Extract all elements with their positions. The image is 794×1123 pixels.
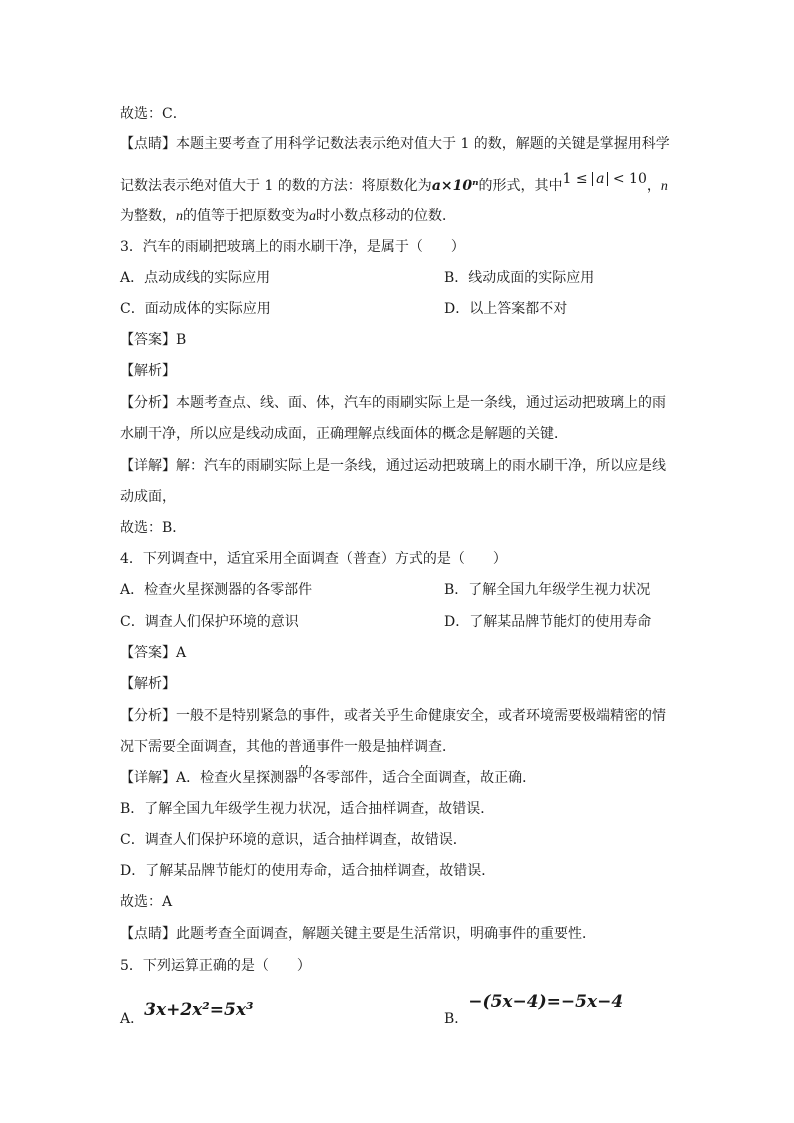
q5-option-a-expression: 3x+2x²=5x³ [144, 1000, 254, 1020]
q3-fenxi-2: 水刷干净，所以应是线动成面，正确理解点线面体的概念是解题的关键． [120, 426, 568, 442]
question-5: 5．下列运算正确的是（ ） [120, 958, 311, 974]
q4-xiangjie-d: D．了解某品牌节能灯的使用寿命，适合抽样调查，故错误． [120, 863, 496, 879]
note-line-3: 为整数，n的值等于把原数变为a时小数点移动的位数． [120, 208, 456, 224]
q5-option-a: A．3x+2x²=5x³ [120, 1000, 254, 1027]
conclusion-c: 故选：C． [120, 106, 187, 122]
q3-analysis-heading: 【解析】 [120, 363, 176, 379]
q3-answer: 【答案】B [120, 332, 187, 348]
q4-fenxi-1: 【分析】一般不是特别紧急的事件，或者关乎生命健康安全，或者环境需要极端精密的情 [120, 708, 666, 724]
q3-option-b: B．线动成面的实际应用 [444, 270, 595, 286]
q4-option-a: A．检查火星探测器的各零部件 [120, 582, 313, 598]
q4-conclusion: 故选：A [120, 894, 173, 910]
q4-option-c: C．调查人们保护环境的意识 [120, 614, 299, 630]
q4-answer: 【答案】A [120, 645, 187, 661]
q5-option-b-expression: −(5x−4)=−5x−4 [468, 992, 624, 1012]
q4-xiangjie-c: C．调查人们保护环境的意识，适合抽样调查，故错误． [120, 832, 467, 848]
q4-fenxi-2: 况下需要全面调查，其他的普通事件一般是抽样调查． [120, 739, 456, 755]
q3-option-d: D．以上答案都不对 [444, 301, 568, 317]
q3-option-c: C．面动成体的实际应用 [120, 301, 271, 317]
q5-option-b: B．−(5x−4)=−5x−4 [444, 992, 624, 1027]
q3-xiangjie-2: 动成面， [120, 489, 176, 505]
q4-xiangjie-b: B．了解全国九年级学生视力状况，适合抽样调查，故错误． [120, 801, 495, 817]
q4-option-d: D．了解某品牌节能灯的使用寿命 [444, 614, 652, 630]
q3-fenxi-1: 【分析】本题考查点、线、面、体，汽车的雨刷实际上是一条线，通过运动把玻璃上的雨 [120, 395, 666, 411]
note-line-1: 【点睛】本题主要考查了用科学记数法表示绝对值大于 1 的数，解题的关键是掌握用科学 [120, 136, 670, 152]
q4-analysis-heading: 【解析】 [120, 676, 176, 692]
scientific-notation-formula: a×10ⁿ [431, 178, 479, 194]
q4-dianjing: 【点睛】此题考查全面调查，解题关键主要是生活常识，明确事件的重要性． [120, 926, 596, 942]
question-4: 4．下列调查中，适宜采用全面调查（普查）方式的是（ ） [120, 551, 507, 567]
q4-option-b: B．了解全国九年级学生视力状况 [444, 582, 651, 598]
q4-xiangjie-a: 【详解】A．检查火星探测器的各零部件，适合全面调查，故正确． [120, 765, 537, 786]
inequality: 1 ≤ a < 10 [562, 171, 647, 187]
question-3: 3．汽车的雨刷把玻璃上的雨水刷干净，是属于（ ） [120, 239, 465, 255]
q3-xiangjie-1: 【详解】解：汽车的雨刷实际上是一条线，通过运动把玻璃上的雨水刷干净，所以应是线 [120, 458, 666, 474]
note-line-2: 记数法表示绝对值大于 1 的数的方法：将原数化为a×10ⁿ的形式，其中1 ≤ a < 10，n [120, 171, 668, 194]
q3-option-a: A．点动成线的实际应用 [120, 270, 271, 286]
q3-conclusion: 故选：B． [120, 520, 187, 536]
